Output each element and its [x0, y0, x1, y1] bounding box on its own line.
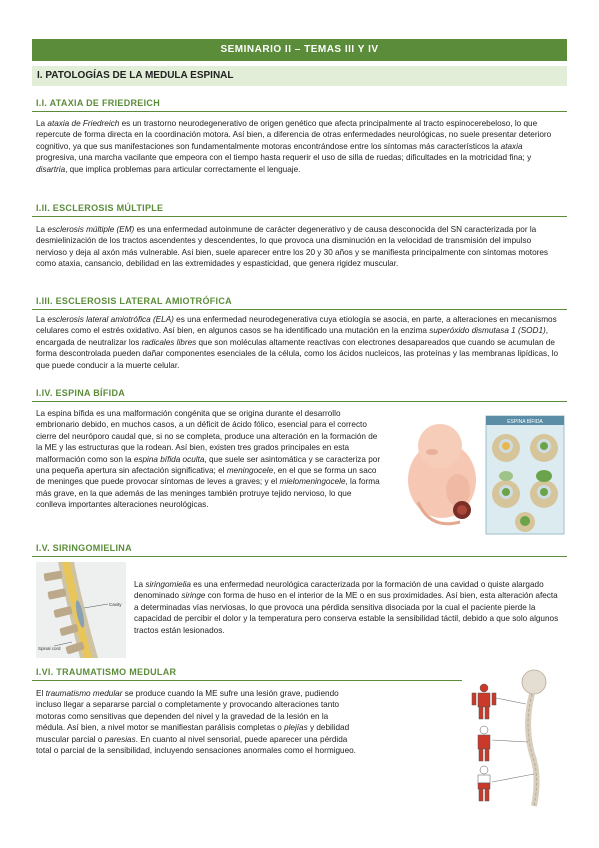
- section-text-espina-bifida: La espina bífida es una malformación congénita que se origina durante el desarrollo embrionario debido, en muchos casos, a un déficit de ácido fólico, esencial para el correcto cierre del neuróporo caudal que, si no se completa, produce una alteración en la formación de la ME y las estructuras que la rodean. Así bien, existen tres grados principales en esta malformación como son la espina bífida oculta, que suele ser asintomática y se caracteriza por una pequeña apertura sin afectación significativa; el meningocele, en el que se forma un saco de meninges que puede provocar síntomas de leves a graves; y el mielomeningocele, la forma más grave, en la que además de las meninges también protruye tejido nervioso, lo que conlleva importantes alteraciones neurológicas.: [36, 409, 381, 510]
- section-text-traumatismo: El traumatismo medular se produce cuando la ME sufre una lesión grave, pudiendo incluso llegar a separarse parcial o completamente y provocando alteraciones tanto motoras como sensitivas que dependen del nivel y la gravedad de la lesión en la médula. Así bien, a nivel motor se manifiestan parálisis completas o plejías y debilidad muscular parcial o paresias. En cuanto al nivel sensorial, puede aparecer una pérdida total o parcial de la sensibilidad, incluyendo sensaciones anormales como el hormigueo.: [36, 689, 356, 756]
- syringomyelia-label-cord: Spinal cord: [38, 646, 61, 651]
- section-heading-siringomielia: I.V. SIRINGOMIELINA: [32, 543, 567, 557]
- spina-bifida-panel-title: ESPINA BÍFIDA: [507, 419, 543, 425]
- section-heading-ela: I.III. ESCLEROSIS LATERAL AMIOTRÓFICA: [32, 296, 567, 310]
- section-text-esclerosis-multiple: La esclerosis múltiple (EM) es una enfermedad autoinmune de carácter degenerativo y de causa desconocida del SN caracterizada por la desmielinización de los tractos ascendentes y descendentes, lo que provoca una disminución en la velocidad de transmisión del impulso nervioso y deja al axón más vulnerable. Así bien, suele aparecer entre los 20 y 30 años y se manifiesta principalmente con síntomas motores como ataxia, cansancio, debilidad en las extremidades y espasticidad, que genera rigidez muscular.: [36, 225, 548, 269]
- spina-bifida-illustration: [400, 412, 568, 540]
- section-heading-espina-bifida: I.IV. ESPINA BÍFIDA: [32, 388, 567, 402]
- section-heading-esclerosis-multiple: I.II. ESCLEROSIS MÚLTIPLE: [32, 203, 567, 217]
- syringomyelia-label-cavity: Cavity: [109, 602, 122, 607]
- section-text-siringomielia: La siringomielia es una enfermedad neurológica caracterizada por la formación de una cavidad o quiste alargado denominado siringe con forma de huso en el interior de la ME o en sus proximidades. Así bien, esta alteración afecta a determinadas vías nerviosas, lo que provoca una pérdida sensitiva disociada por la cual el paciente pierde la capacidad de percibir el dolor y la temperatura pero conserva estable la sensibilidad táctil, debido a que solo algunos tractos están lesionados.: [134, 580, 559, 635]
- section-text-ela: La esclerosis lateral amiotrófica (ELA) es una enfermedad neurodegenerativa cuya etiología se asocia, en parte, a alteraciones en mecanismos celulares como el estrés oxidativo. Así bien, en algunos casos se ha identificado una mutación en la enzima superóxido dismutasa 1 (SOD1), encargada de neutralizar los radicales libres que son moléculas altamente reactivas con electrones desapareados que cuando se acumulan de forma descontrolada pueden dañar componentes esenciales de la célula, como los ácidos nucleicos, las proteínas y las membranas lipídicas, lo que puede conducir a la muerte celular.: [36, 315, 559, 370]
- spinal-injury-illustration: [462, 664, 567, 812]
- section-heading-traumatismo: I.VI. TRAUMATISMO MEDULAR: [32, 667, 567, 681]
- part-title: I. PATOLOGÍAS DE LA MEDULA ESPINAL: [32, 66, 567, 86]
- section-heading-ataxia: I.I. ATAXIA DE FRIEDREICH: [32, 98, 567, 112]
- section-text-ataxia: La ataxia de Friedreich es un trastorno neurodegenerativo de origen genético que afecta principalmente al tracto espinocerebeloso, lo que repercute de forma directa en la coordinación motora. Así bien, a diferencia de otras enfermedades neurológicas, no suele presentar deterioro cognitivo, ya que sus manifestaciones son fundamentalmente motoras encontrándose entre los síntomas más característicos la ataxia progresiva, una marcha vacilante que empeora con el tiempo hasta requerir el uso de silla de ruedas; dificultades en la motricidad fina; y disartria, que implica problemas para articular correctamente el lenguaje.: [36, 119, 552, 174]
- syringomyelia-illustration: [36, 562, 126, 658]
- seminar-banner: SEMINARIO II – TEMAS III Y IV: [32, 39, 567, 61]
